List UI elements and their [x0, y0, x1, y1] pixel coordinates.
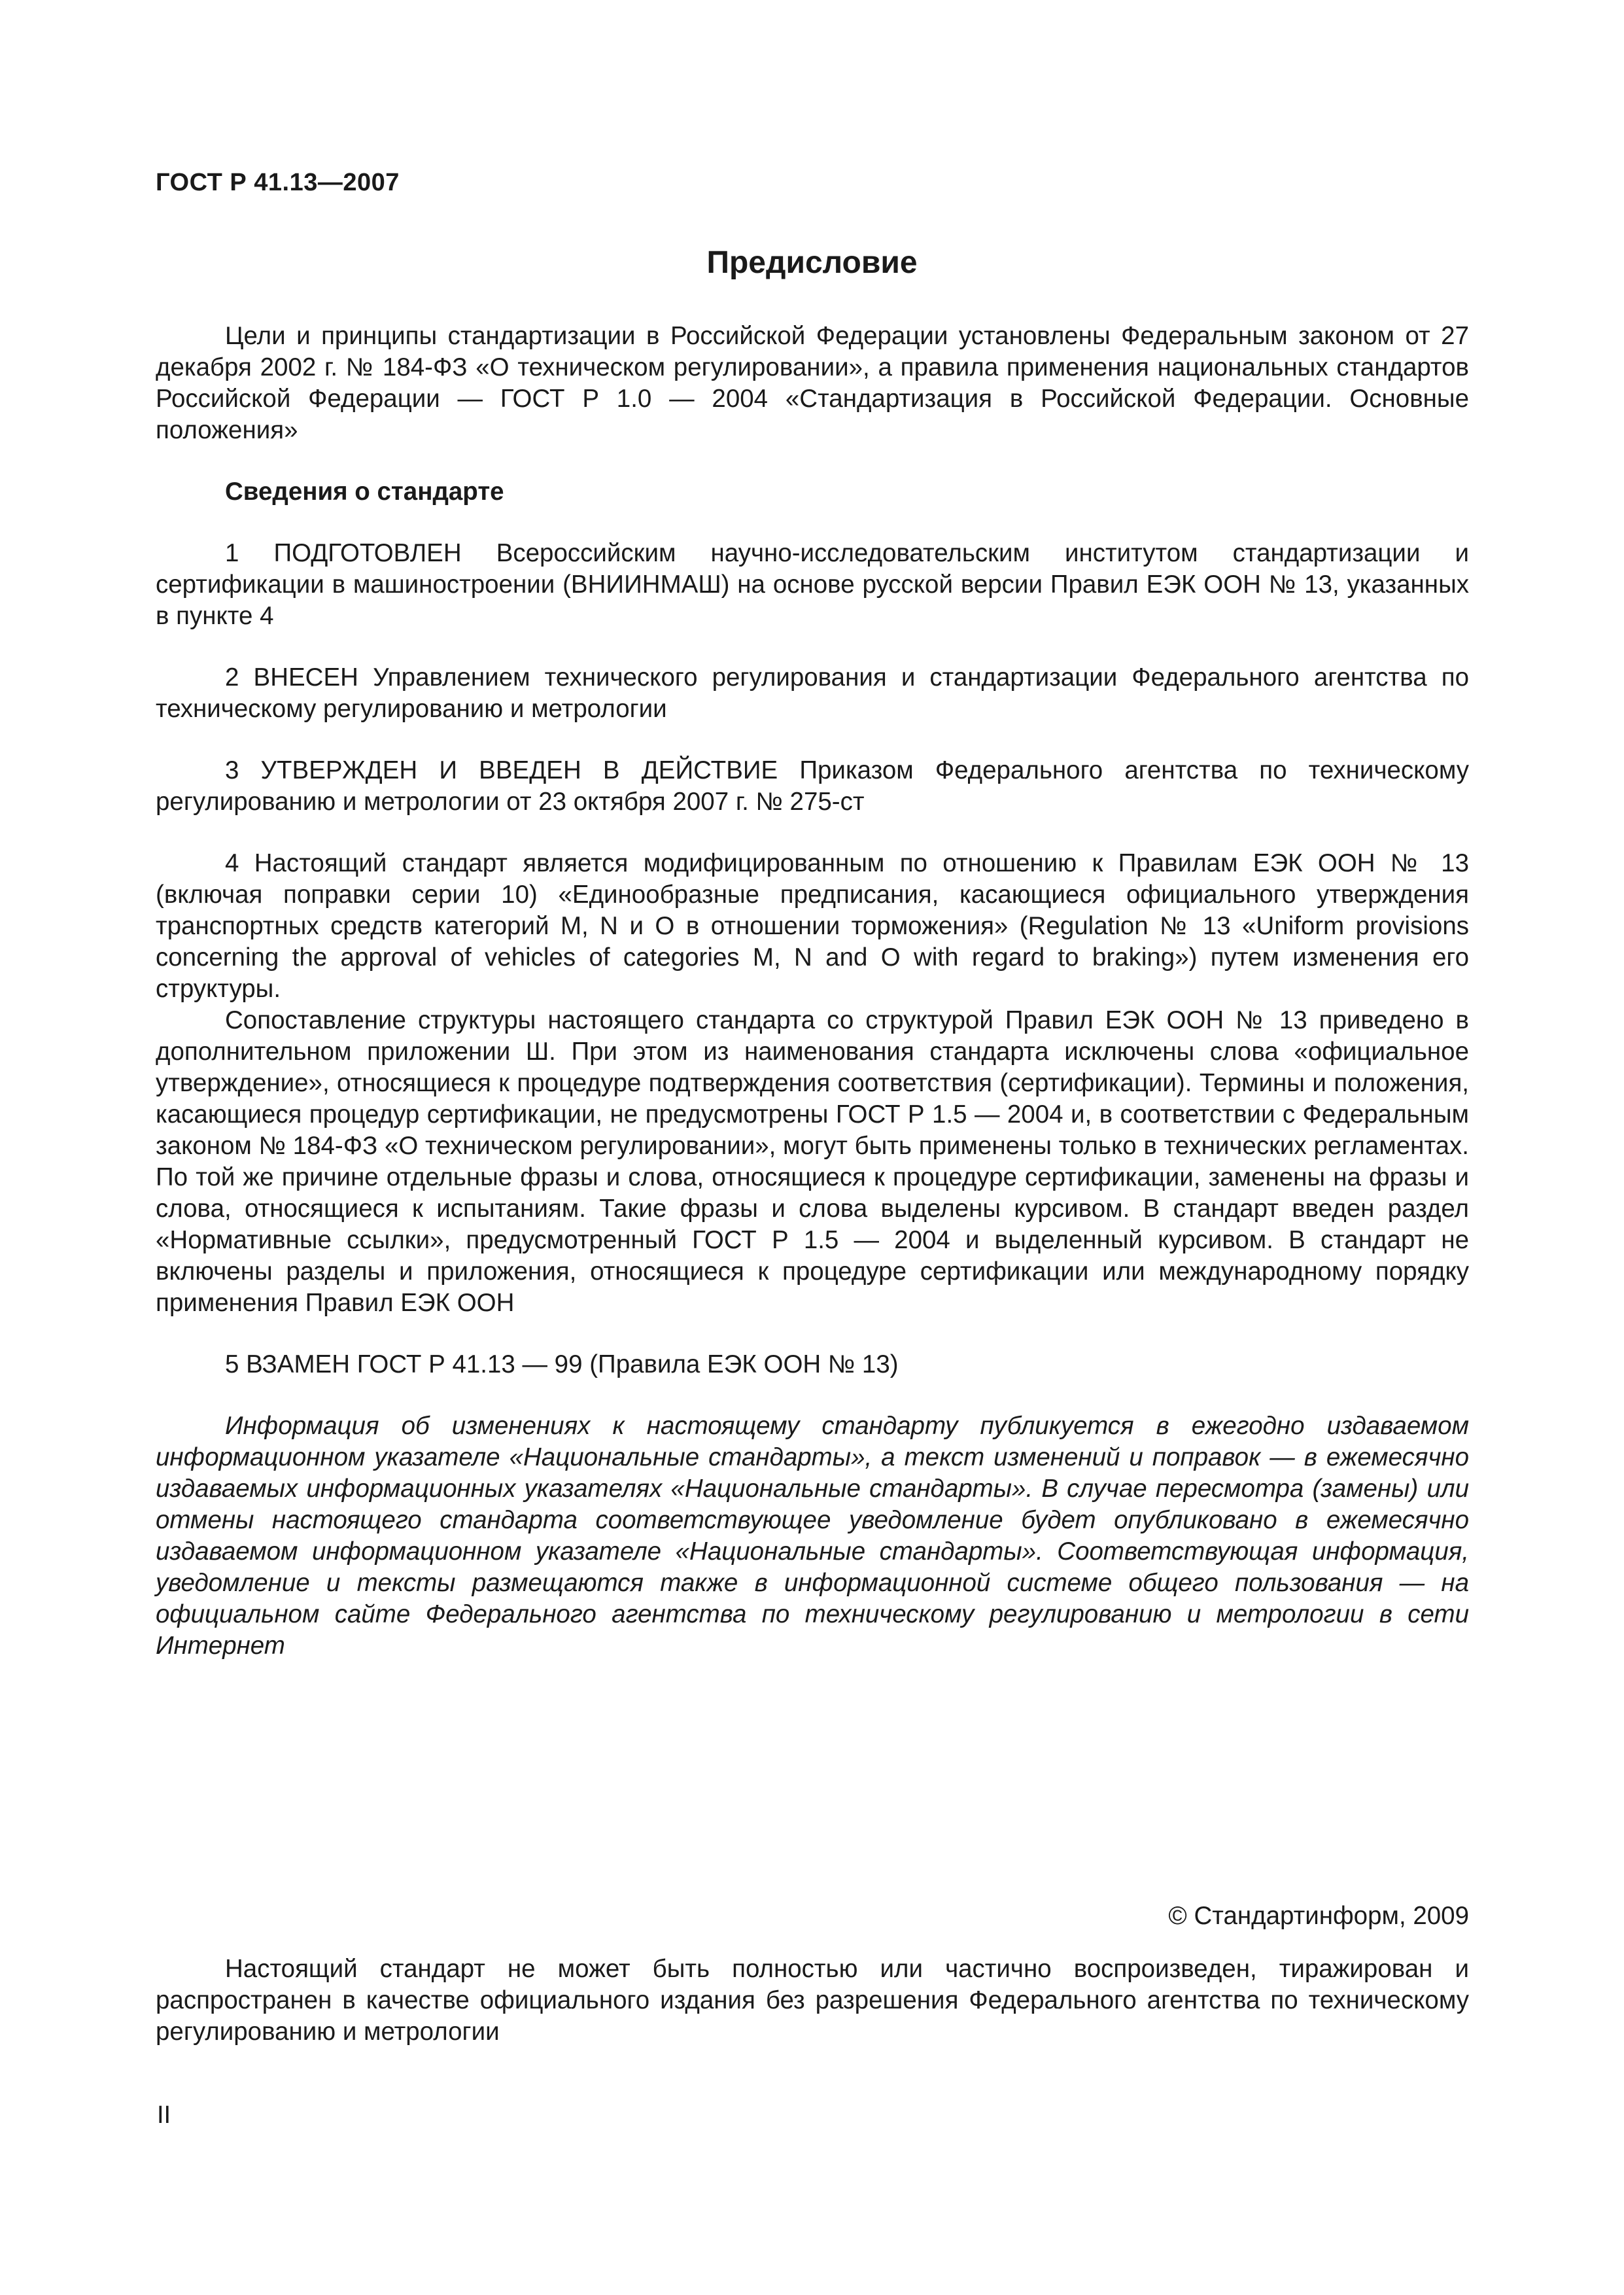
reproduction-notice [156, 1953, 1469, 2048]
item-5-paragraph: 5 ВЗАМЕН ГОСТ Р 41.13 — 99 (Правила ЕЭК ООН № 13) [225, 1350, 899, 1378]
foreword-body [156, 321, 1469, 1662]
document-code-header: ГОСТ Р 41.13—2007 [156, 169, 400, 196]
copyright-line: © Стандартинформ, 2009 [1168, 1902, 1469, 1930]
item-3-paragraph: 3 УТВЕРЖДЕН И ВВЕДЕН В ДЕЙСТВИЕ Приказом Федерального агентства по техническому регулированию и метрологии от 23 октября 2007 г. № 275-ст [156, 756, 1469, 816]
item-4-paragraph: 4 Настоящий стандарт является модифицированным по отношению к Правилам ЕЭК ООН № 13 (включая поправки серии 10) «Единообразные предписания, касающиеся официального утверждения транспортных средств категорий M, N и O в отношении торможения» (Regulation № 13 «Uniform provisions concerning the approval of vehicles of categories M, N and O with regard to braking») путем изменения его структуры. [156, 849, 1469, 1003]
item-1-paragraph: 1 ПОДГОТОВЛЕН Всероссийским научно-исследовательским институтом стандартизации и сертификации в машиностроении (ВНИИНМАШ) на основе русской версии Правил ЕЭК ООН № 13, указанных в пункте 4 [156, 539, 1469, 630]
intro-paragraph: Цели и принципы стандартизации в Российской Федерации установлены Федеральным законом от 27 декабря 2002 г. № 184-ФЗ «О техническом регулировании», а правила применения национальных стандартов Российской Федерации — ГОСТ Р 1.0 — 2004 «Стандартизация в Российской Федерации. Основные положения» [156, 322, 1469, 444]
item-2-paragraph: 2 ВНЕСЕН Управлением технического регулирования и стандартизации Федерального агентства по техническому регулированию и метрологии [156, 663, 1469, 723]
info-notice-paragraph: Информация об изменениях к настоящему стандарту публикуется в ежегодно издаваемом информационном указателе «Национальные стандарты», а текст изменений и поправок — в ежемесячно издаваемых информационных указателях «Национальные стандарты». В случае пересмотра (замены) или отмены настоящего стандарта соответствующее уведомление будет опубликовано в ежемесячно издаваемом информационном указателе «Национальные стандарты». Соответствующая информация, уведомление и тексты размещаются также в информационной системе общего пользования — на официальном сайте Федерального агентства по техническому регулированию и метрологии в сети Интернет [156, 1412, 1469, 1660]
page-number: II [157, 2101, 171, 2129]
section-heading: Сведения о стандарте [225, 478, 504, 506]
reproduction-notice-text: Настоящий стандарт не может быть полностью или частично воспроизведен, тиражирован и распространен в качестве официального издания без разрешения Федерального агентства по техническому регулированию и метрологии [156, 1955, 1469, 2046]
item-4-continuation-paragraph: Сопоставление структуры настоящего стандарта со структурой Правил ЕЭК ООН № 13 приведено в дополнительном приложении Ш. При этом из наименования стандарта исключены слова «официальное утверждение», относящиеся к процедуре подтверждения соответствия (сертификации). Термины и положения, касающиеся процедур сертификации, не предусмотрены ГОСТ Р 1.5 — 2004 и, в соответствии с Федеральным законом № 184-ФЗ «О техническом регулировании», могут быть применены только в технических регламентах. По той же причине отдельные фразы и слова, относящиеся к процедуре сертификации, заменены на фразы и слова, относящиеся к испытаниям. Такие фразы и слова выделены курсивом. В стандарт введен раздел «Нормативные ссылки», предусмотренный ГОСТ Р 1.5 — 2004 и выделенный курсивом. В стандарт не включены разделы и приложения, относящиеся к процедуре сертификации или международному порядку применения Правил ЕЭК ООН [156, 1006, 1469, 1317]
page-title: Предисловие [706, 245, 918, 280]
